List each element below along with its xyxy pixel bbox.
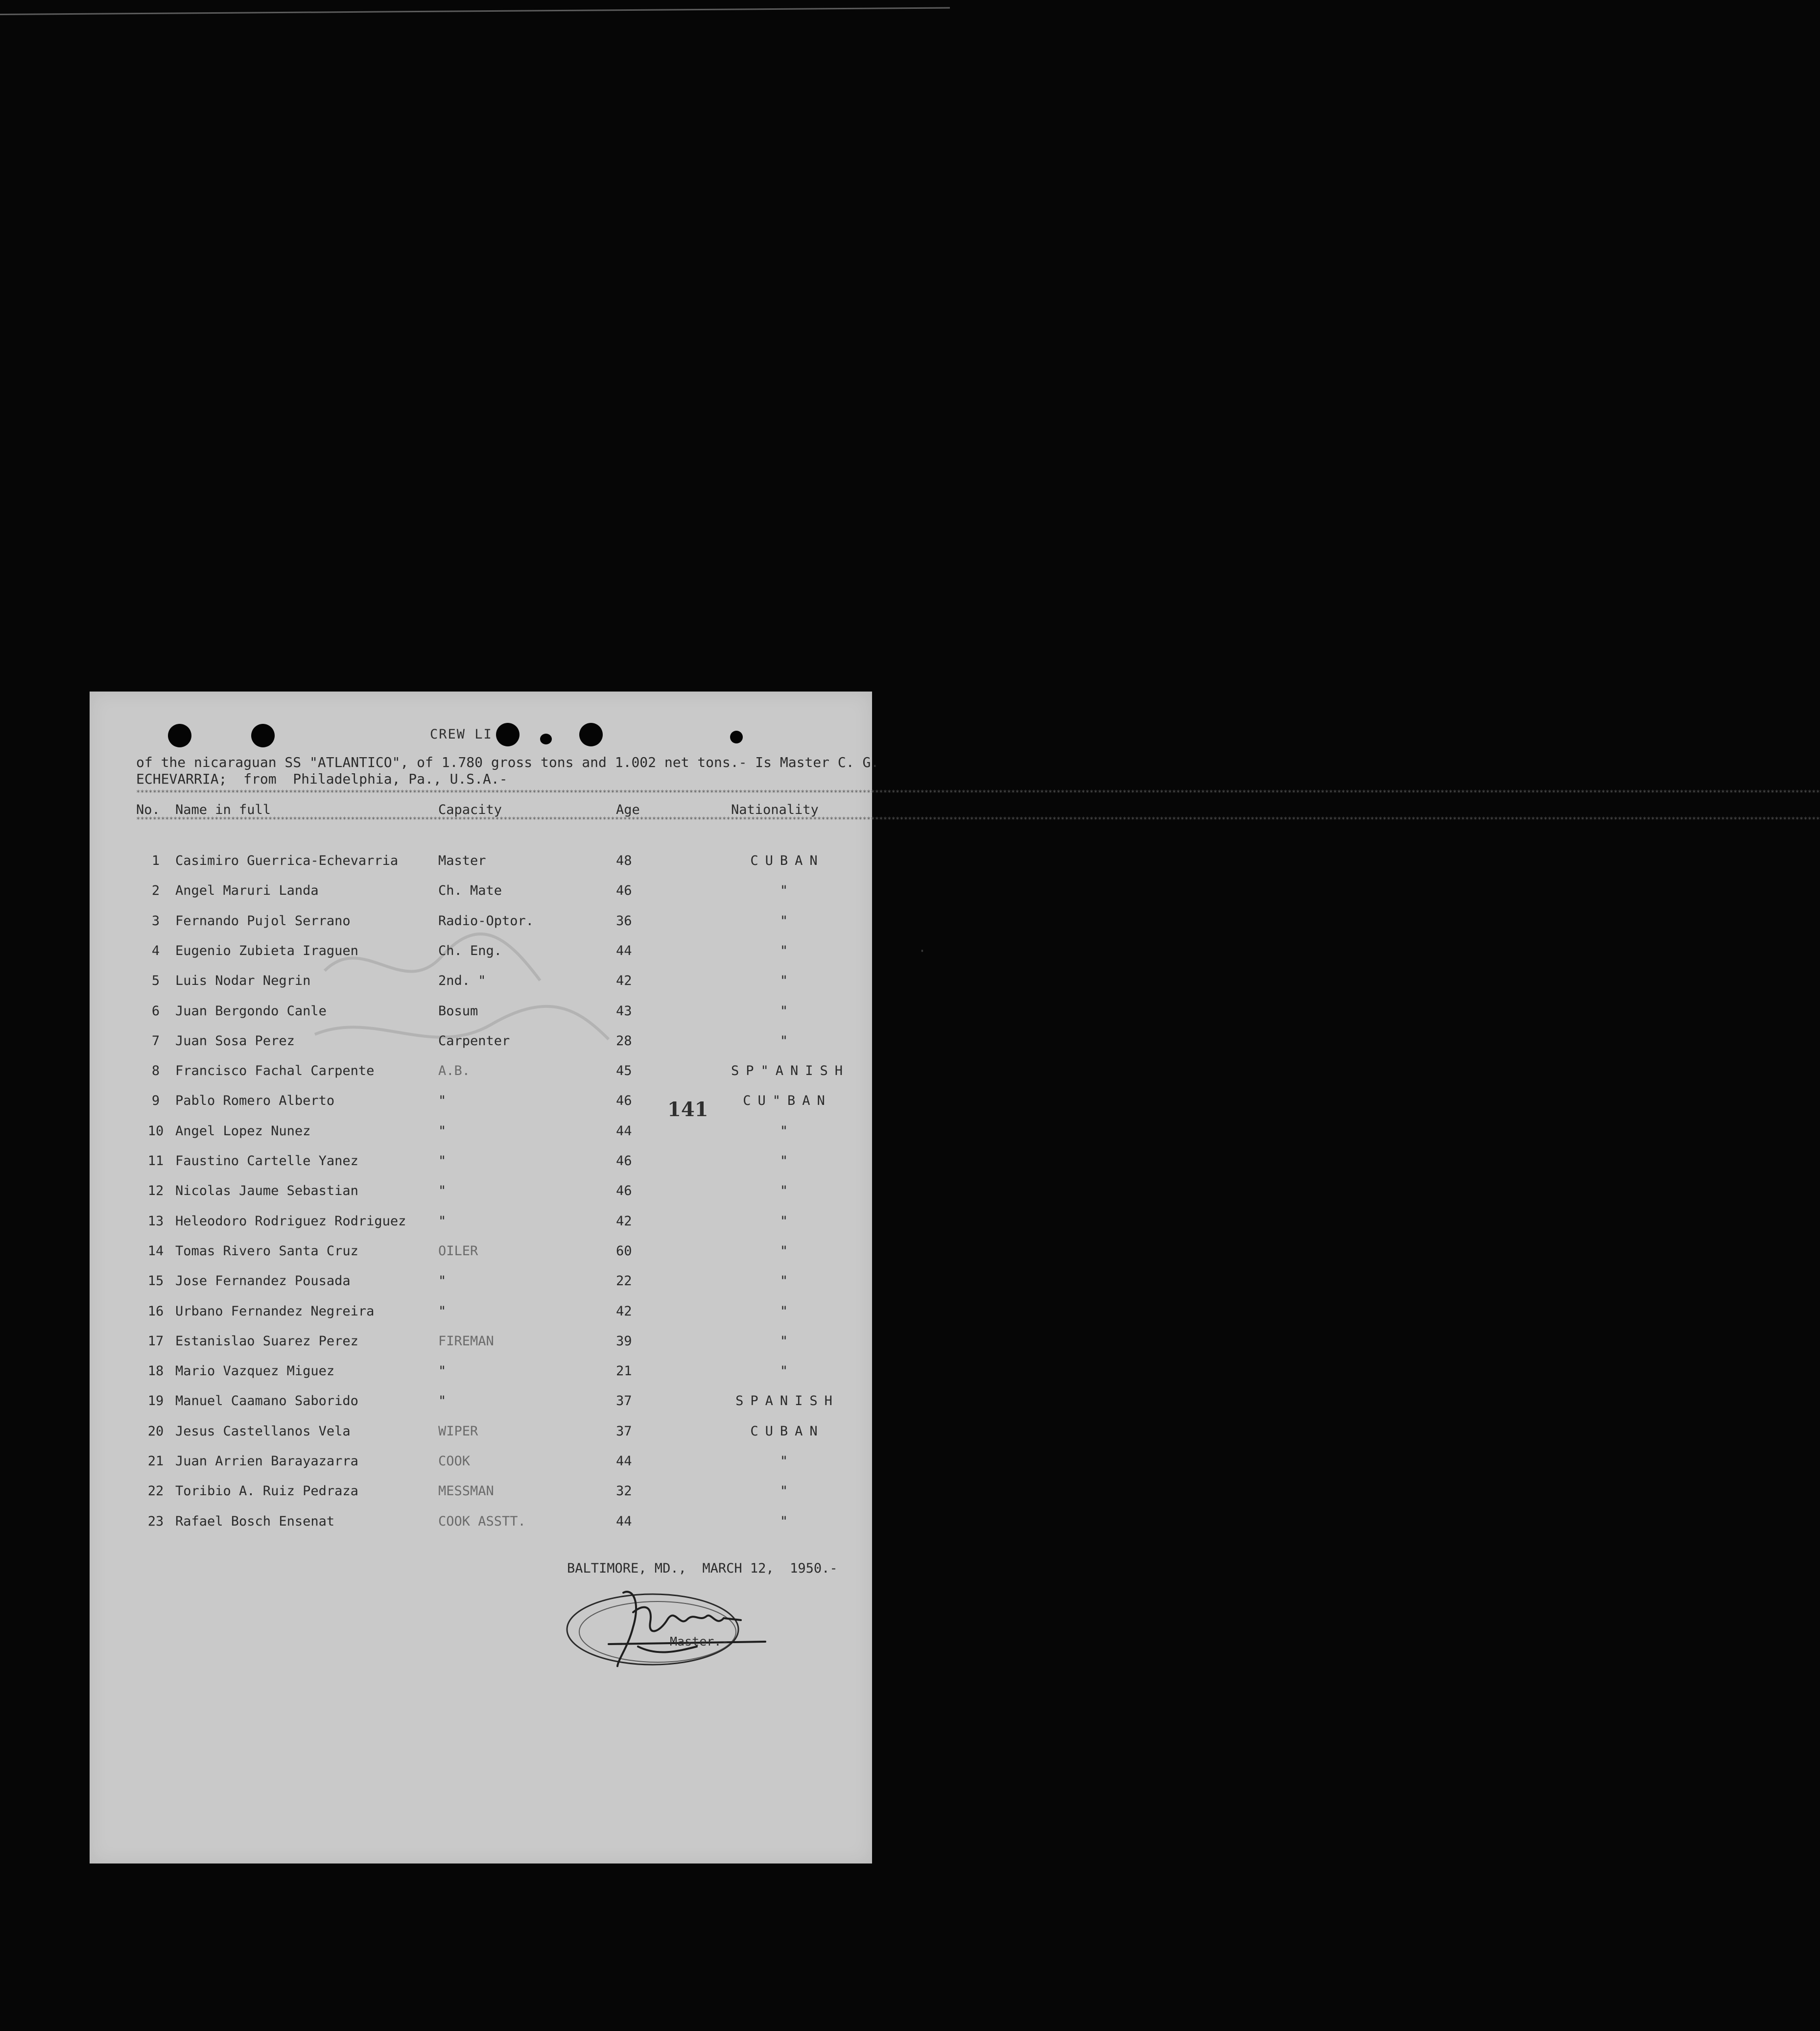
crew-age: 32	[616, 1483, 632, 1499]
table-row	[90, 1153, 872, 1173]
crew-nationality: "	[780, 943, 795, 958]
crew-name: Manuel Caamano Saborido	[175, 1393, 358, 1409]
punch-hole	[496, 723, 520, 746]
row-number: 22	[147, 1483, 164, 1499]
row-number: 12	[147, 1183, 164, 1199]
header-capacity: Capacity	[438, 802, 502, 817]
crew-age: 44	[616, 1454, 632, 1469]
row-number: 11	[147, 1153, 164, 1169]
crew-name: Heleodoro Rodriguez Rodriguez	[175, 1213, 406, 1229]
row-number: 21	[147, 1454, 164, 1469]
crew-age: 46	[616, 1093, 632, 1109]
table-row	[90, 1273, 872, 1293]
punch-hole	[251, 724, 275, 747]
scan-artifact: ·	[918, 943, 926, 959]
punch-hole	[168, 724, 191, 747]
crew-age: 46	[616, 883, 632, 899]
crew-capacity: "	[438, 1213, 447, 1229]
crew-capacity: Radio-Optor.	[438, 913, 534, 929]
crew-capacity: "	[438, 1093, 447, 1109]
crew-nationality: "	[780, 1303, 795, 1319]
crew-capacity: Master	[438, 853, 486, 868]
row-number: 9	[151, 1093, 160, 1109]
crew-nationality: "	[780, 1183, 795, 1199]
crew-nationality: CUBAN	[750, 1423, 825, 1439]
crew-capacity: Carpenter	[438, 1033, 510, 1049]
row-number: 20	[147, 1423, 164, 1439]
table-row	[90, 1183, 872, 1203]
table-row	[90, 1393, 872, 1413]
crew-nationality: "	[780, 1243, 795, 1259]
table-row	[90, 1093, 872, 1113]
crew-name: Luis Nodar Negrin	[175, 973, 311, 989]
crew-name: Angel Lopez Nunez	[175, 1123, 311, 1139]
crew-age: 42	[616, 1303, 632, 1319]
crew-nationality: "	[780, 1513, 795, 1529]
crew-age: 44	[616, 1123, 632, 1139]
crew-nationality: "	[780, 913, 795, 929]
signature-label: Master.-	[670, 1634, 729, 1649]
table-row	[90, 1304, 872, 1323]
crew-capacity: "	[438, 1363, 447, 1379]
crew-nationality: "	[780, 973, 795, 989]
crew-nationality: "	[780, 1153, 795, 1169]
row-number: 23	[147, 1513, 164, 1529]
crew-age: 36	[616, 913, 632, 929]
crew-name: Faustino Cartelle Yanez	[175, 1153, 358, 1169]
bleed-through-ink	[305, 912, 623, 1088]
intro-line-2: ECHEVARRIA; from Philadelphia, Pa., U.S.A.-	[136, 771, 508, 787]
crew-capacity: MESSMAN	[438, 1483, 494, 1499]
crew-age: 46	[616, 1183, 632, 1199]
crew-name: Juan Arrien Barayazarra	[175, 1454, 358, 1469]
row-number: 2	[151, 883, 160, 899]
crew-name: Pablo Romero Alberto	[175, 1093, 335, 1109]
crew-age: 37	[616, 1393, 632, 1409]
crew-capacity: Ch. Mate	[438, 883, 502, 899]
table-row	[90, 1514, 872, 1533]
header-age: Age	[616, 802, 640, 817]
star-rule-header: ************************************************************************************************************************************************************************************************************************************************************************************************************************************************************************************************************************	[136, 816, 1820, 824]
crew-nationality: "	[780, 1033, 795, 1049]
row-number: 8	[151, 1063, 160, 1079]
crew-capacity: OILER	[438, 1243, 478, 1259]
header-no: No.	[136, 802, 160, 817]
crew-age: 46	[616, 1153, 632, 1169]
crew-capacity: "	[438, 1153, 447, 1169]
row-number: 5	[151, 973, 160, 989]
crew-nationality: "	[780, 1003, 795, 1019]
crew-name: Casimiro Guerrica-Echevarria	[175, 853, 399, 868]
row-number: 18	[147, 1363, 164, 1379]
punch-hole	[579, 723, 603, 746]
table-row	[90, 1214, 872, 1233]
crew-nationality: "	[780, 1123, 795, 1139]
crew-capacity: "	[438, 1183, 447, 1199]
crew-capacity: COOK ASSTT.	[438, 1513, 526, 1529]
row-number: 7	[151, 1033, 160, 1049]
crew-capacity: "	[438, 1123, 447, 1139]
crew-capacity: "	[438, 1303, 447, 1319]
table-row	[90, 1334, 872, 1353]
crew-name: Tomas Rivero Santa Cruz	[175, 1243, 358, 1259]
table-row	[90, 1483, 872, 1503]
crew-name: Juan Bergondo Canle	[175, 1003, 327, 1019]
table-row	[90, 1363, 872, 1383]
crew-age: 42	[616, 1213, 632, 1229]
crew-capacity: FIREMAN	[438, 1333, 494, 1349]
crew-name: Nicolas Jaume Sebastian	[175, 1183, 358, 1199]
row-number: 10	[147, 1123, 164, 1139]
crew-nationality: "	[780, 883, 795, 899]
place-and-date: BALTIMORE, MD., MARCH 12, 1950.-	[567, 1561, 838, 1576]
crew-capacity: Ch. Eng.	[438, 943, 502, 958]
crew-capacity: A.B.	[438, 1063, 471, 1079]
header-nationality: Nationality	[731, 802, 819, 817]
crew-name: Estanislao Suarez Perez	[175, 1333, 358, 1349]
master-signature	[560, 1573, 795, 1671]
crew-age: 22	[616, 1273, 632, 1289]
header-name: Name in full	[175, 802, 271, 817]
table-row	[90, 1454, 872, 1473]
row-number: 6	[151, 1003, 160, 1019]
crew-nationality: CU"BAN	[743, 1093, 832, 1109]
crew-nationality: "	[780, 1213, 795, 1229]
crew-list-page	[90, 692, 1820, 1864]
crew-age: 44	[616, 1513, 632, 1529]
crew-nationality: "	[780, 1273, 795, 1289]
row-number: 17	[147, 1333, 164, 1349]
intro-line-1: of the nicaraguan SS "ATLANTICO", of 1.780 gross tons and 1.002 net tons.- Is Master C. G.	[136, 754, 879, 770]
ink-blot	[540, 734, 552, 744]
crew-age: 37	[616, 1423, 632, 1439]
crew-name: Urbano Fernandez Negreira	[175, 1303, 375, 1319]
table-row	[90, 883, 872, 903]
row-number: 13	[147, 1213, 164, 1229]
crew-capacity: "	[438, 1393, 447, 1409]
row-number: 3	[151, 913, 160, 929]
row-number: 14	[147, 1243, 164, 1259]
crew-nationality: SPANISH	[735, 1393, 839, 1409]
crew-nationality: SP"ANISH	[731, 1063, 850, 1079]
crew-age: 48	[616, 853, 632, 868]
crew-name: Francisco Fachal Carpente	[175, 1063, 375, 1079]
row-number: 19	[147, 1393, 164, 1409]
crew-capacity: WIPER	[438, 1423, 478, 1439]
crew-capacity: "	[438, 1273, 447, 1289]
table-row	[90, 1243, 872, 1263]
crew-nationality: "	[780, 1333, 795, 1349]
crew-name: Juan Sosa Perez	[175, 1033, 295, 1049]
crew-name: Eugenio Zubieta Iraguen	[175, 943, 358, 958]
row-number: 16	[147, 1303, 164, 1319]
table-row	[90, 1424, 872, 1443]
crew-age: 44	[616, 943, 632, 958]
crew-age: 39	[616, 1333, 632, 1349]
ink-blot	[730, 731, 743, 743]
crew-age: 60	[616, 1243, 632, 1259]
crew-age: 43	[616, 1003, 632, 1019]
intro-text	[136, 754, 879, 788]
table-row	[90, 853, 872, 873]
crew-capacity: 2nd. "	[438, 973, 486, 989]
crew-name: Angel Maruri Landa	[175, 883, 319, 899]
crew-name: Jose Fernandez Pousada	[175, 1273, 351, 1289]
crew-nationality: "	[780, 1363, 795, 1379]
scan-top-edge	[0, 7, 950, 15]
crew-nationality: "	[780, 1483, 795, 1499]
document-title: CREW LI	[430, 727, 493, 742]
crew-name: Toribio A. Ruiz Pedraza	[175, 1483, 358, 1499]
crew-capacity: Bosum	[438, 1003, 478, 1019]
crew-name: Mario Vazquez Miguez	[175, 1363, 335, 1379]
table-row	[90, 1123, 872, 1143]
crew-age: 21	[616, 1363, 632, 1379]
crew-nationality: "	[780, 1454, 795, 1469]
row-number: 15	[147, 1273, 164, 1289]
crew-name: Fernando Pujol Serrano	[175, 913, 351, 929]
row-number: 1	[151, 853, 160, 868]
crew-capacity: COOK	[438, 1454, 471, 1469]
crew-nationality: CUBAN	[750, 853, 825, 868]
crew-age: 45	[616, 1063, 632, 1079]
star-rule-top: ************************************************************************************************************************************************************************************************************************************************************************************************************************************************************************************************************************	[136, 789, 1820, 797]
crew-age: 28	[616, 1033, 632, 1049]
stamp-number: 141	[667, 1098, 709, 1121]
row-number: 4	[151, 943, 160, 958]
crew-name: Rafael Bosch Ensenat	[175, 1513, 335, 1529]
crew-name: Jesus Castellanos Vela	[175, 1423, 351, 1439]
crew-age: 42	[616, 973, 632, 989]
